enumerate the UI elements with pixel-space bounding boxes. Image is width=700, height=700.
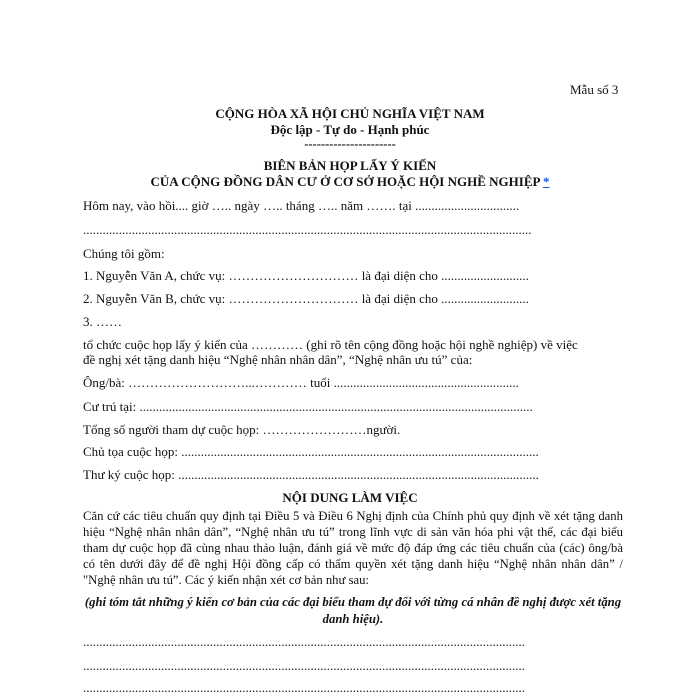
section-paragraph: Căn cứ các tiêu chuẩn quy định tại Điều 5 và Điều 6 Nghị định của Chính phủ quy định về xét tặng danh hiệu “Nghệ nhân nhân dân”, “Nghệ nhân ưu tú” trong lĩnh vực di sản văn hóa phi vật thể, các đại biểu tham dự cuộc họp đã cùng nhau thảo luận, đánh giá về mức độ đáp ứng các tiêu chuẩn của (các) ông/bà có tên dưới đây để đề nghị Hội đồng cấp có thẩm quyền xét tặng danh hiệu “Nghệ nhân nhân dân” / "Nghệ nhân ưu tú”. Các ý kiến nhận xét cơ bản như sau: — [83, 509, 623, 587]
form-number: Mẫu số 3 — [570, 82, 619, 97]
chair-line: Chủ tọa cuộc họp: .............................................................................................................. — [83, 444, 539, 459]
meeting-intro-continued: .......................................................................................................................................... — [83, 222, 532, 237]
organizer-line-2: đề nghị xét tặng danh hiệu “Nghệ nhân nhân dân”, “Nghệ nhân ưu tú” của: — [83, 352, 473, 367]
attendance-line: Tổng số người tham dự cuộc họp: ……………………người. — [83, 422, 401, 437]
notes-dotted-line-3: ........................................................................................................................................ — [83, 680, 525, 695]
meeting-intro: Hôm nay, vào hồi.... giờ ….. ngày ….. tháng ….. năm ……. tại ................................ — [83, 198, 520, 213]
nominee-line: Ông/bà: ………………………...………… tuổi ......................................................... — [83, 375, 519, 390]
national-motto: Độc lập - Tự do - Hạnh phúc — [270, 122, 430, 137]
members-heading: Chúng tôi gồm: — [83, 246, 165, 261]
document-subtitle-text: CỦA CỘNG ĐỒNG DÂN CƯ Ở CƠ SỞ HOẶC HỘI NGHỀ NGHIỆP — [150, 174, 540, 189]
residence-line: Cư trú tại: ......................................................................................................................... — [83, 399, 533, 414]
member-3: 3. …… — [83, 314, 122, 329]
notes-dotted-line-1: ........................................................................................................................................ — [83, 634, 525, 649]
header-separator: ---------------------- — [304, 137, 396, 151]
section-instruction: (ghi tóm tắt những ý kiến cơ bản của các đại biểu tham dự đối với từng cá nhân đề nghị được xét tặng danh hiệu). — [84, 595, 622, 626]
footnote-link[interactable]: * — [542, 174, 550, 189]
document-subtitle — [0, 174, 700, 190]
document-title: BIÊN BẢN HỌP LẤY Ý KIẾN — [263, 158, 437, 173]
section-heading: NỘI DUNG LÀM VIỆC — [282, 490, 418, 505]
member-1: 1. Nguyễn Văn A, chức vụ: ………………………… là đại diện cho ........................... — [83, 268, 529, 283]
country-name: CỘNG HÒA XÃ HỘI CHỦ NGHĨA VIỆT NAM — [215, 106, 485, 121]
notes-dotted-line-2: ........................................................................................................................................ — [83, 658, 525, 673]
organizer-line-1: tổ chức cuộc họp lấy ý kiến của ………… (ghi rõ tên cộng đồng hoặc hội nghề nghiệp) về việc — [83, 337, 578, 352]
member-2: 2. Nguyễn Văn B, chức vụ: ………………………… là đại diện cho ........................... — [83, 291, 529, 306]
secretary-line: Thư ký cuộc họp: ............................................................................................................... — [83, 467, 539, 482]
